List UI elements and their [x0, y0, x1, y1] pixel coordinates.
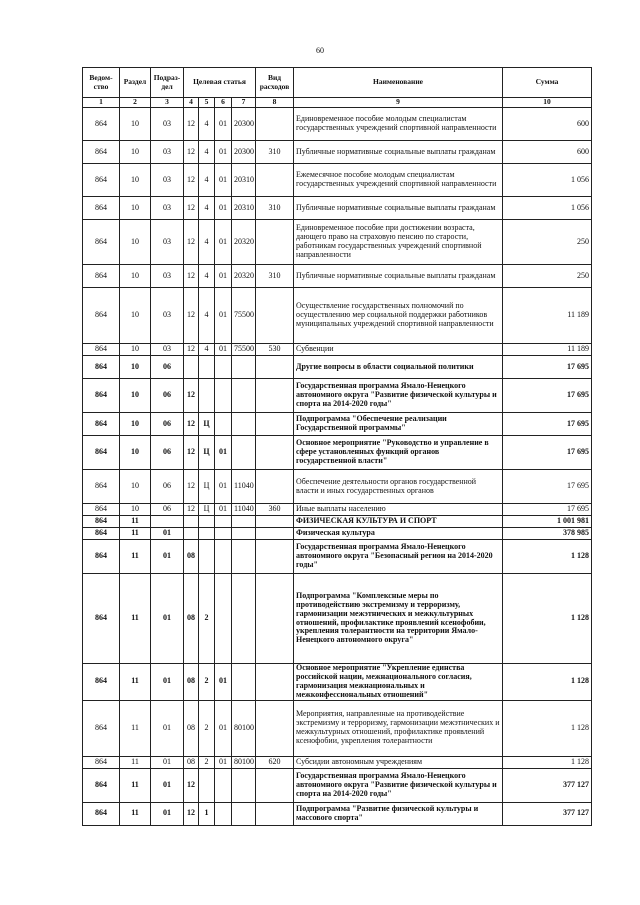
cell-vedomstvo: 864 — [83, 344, 120, 356]
cell-celevaya-3: 01 — [215, 197, 232, 220]
cell-podrazdel: 01 — [151, 802, 184, 825]
cell-celevaya-3: 01 — [215, 288, 232, 344]
budget-table — [82, 67, 592, 826]
cell-celevaya-1: 12 — [184, 504, 199, 516]
table-row — [83, 164, 592, 197]
cell-vedomstvo: 864 — [83, 756, 120, 768]
cell-celevaya-4 — [232, 664, 256, 701]
cell-celevaya-1: 12 — [184, 197, 199, 220]
cell-podrazdel: 06 — [151, 356, 184, 379]
cell-vid — [256, 220, 294, 265]
cell-razdel: 10 — [120, 108, 151, 141]
table-row — [83, 700, 592, 756]
cell-naimenovanie: Государственная программа Ямало-Ненецкого автономного округа "Безопасный регион на 2014-2020 годы" — [294, 540, 503, 574]
cell-celevaya-4 — [232, 540, 256, 574]
cell-celevaya-4: 80100 — [232, 756, 256, 768]
cell-celevaya-4: 11040 — [232, 470, 256, 504]
cell-naimenovanie: Субсидии автономным учреждениям — [294, 756, 503, 768]
cell-vid: 360 — [256, 504, 294, 516]
table-row — [83, 379, 592, 413]
cell-celevaya-3: 01 — [215, 436, 232, 470]
cell-celevaya-4 — [232, 528, 256, 540]
col-num: 4 — [184, 98, 199, 108]
cell-celevaya-2: Ц — [199, 413, 215, 436]
cell-naimenovanie: Физическая культура — [294, 528, 503, 540]
table-row — [83, 265, 592, 288]
table-row — [83, 108, 592, 141]
table-row — [83, 504, 592, 516]
cell-vid: 530 — [256, 344, 294, 356]
cell-razdel: 10 — [120, 436, 151, 470]
cell-celevaya-1: 08 — [184, 664, 199, 701]
cell-vedomstvo: 864 — [83, 574, 120, 664]
cell-vid — [256, 436, 294, 470]
cell-naimenovanie: Другие вопросы в области социальной политики — [294, 356, 503, 379]
cell-razdel: 11 — [120, 802, 151, 825]
cell-razdel: 10 — [120, 197, 151, 220]
cell-celevaya-2: 4 — [199, 197, 215, 220]
col-header-vedomstvo: Ведом-ство — [83, 68, 120, 98]
cell-celevaya-1 — [184, 528, 199, 540]
cell-naimenovanie: Обеспечение деятельности органов государственной власти и иных государственных органов — [294, 470, 503, 504]
cell-naimenovanie: Подпрограмма "Комплексные меры по противодействию экстремизму и терроризму, гармонизации межэтнических и межкультурных отношений, профилактике проявлений ксенофобии, укрепления толерантности на территории Ямало-Ненецкого автономного округа" — [294, 574, 503, 664]
cell-vedomstvo: 864 — [83, 356, 120, 379]
cell-vedomstvo: 864 — [83, 540, 120, 574]
cell-podrazdel: 06 — [151, 470, 184, 504]
cell-razdel: 10 — [120, 356, 151, 379]
cell-podrazdel: 03 — [151, 220, 184, 265]
cell-razdel: 11 — [120, 756, 151, 768]
cell-naimenovanie: Основное мероприятие "Укрепление единства российской нации, межнационального согласия, гармонизация межнациональных и межконфессиональных отношений" — [294, 664, 503, 701]
cell-vid: 310 — [256, 141, 294, 164]
col-num: 2 — [120, 98, 151, 108]
table-row — [83, 664, 592, 701]
cell-naimenovanie: Ежемесячное пособие молодым специалистам государственных учреждений спортивной направленности — [294, 164, 503, 197]
cell-vedomstvo: 864 — [83, 288, 120, 344]
table-row — [83, 528, 592, 540]
cell-vedomstvo: 864 — [83, 516, 120, 528]
cell-vid — [256, 802, 294, 825]
table-row — [83, 540, 592, 574]
cell-razdel: 11 — [120, 516, 151, 528]
cell-celevaya-4 — [232, 574, 256, 664]
cell-summa: 378 985 — [503, 528, 592, 540]
cell-naimenovanie: Единовременное пособие молодым специалистам государственных учреждений спортивной направленности — [294, 108, 503, 141]
cell-celevaya-1: 12 — [184, 768, 199, 802]
cell-celevaya-1: 08 — [184, 700, 199, 756]
cell-celevaya-1: 12 — [184, 413, 199, 436]
cell-podrazdel: 01 — [151, 664, 184, 701]
cell-celevaya-2: 4 — [199, 220, 215, 265]
table-row — [83, 413, 592, 436]
cell-celevaya-4: 20300 — [232, 141, 256, 164]
cell-summa: 1 128 — [503, 664, 592, 701]
cell-celevaya-4: 20320 — [232, 265, 256, 288]
cell-vedomstvo: 864 — [83, 197, 120, 220]
cell-vid — [256, 700, 294, 756]
cell-celevaya-1: 12 — [184, 164, 199, 197]
table-row — [83, 756, 592, 768]
cell-celevaya-2: 4 — [199, 164, 215, 197]
cell-celevaya-1: 12 — [184, 470, 199, 504]
cell-celevaya-2: Ц — [199, 470, 215, 504]
table-row — [83, 141, 592, 164]
cell-razdel: 10 — [120, 265, 151, 288]
cell-celevaya-2: 2 — [199, 756, 215, 768]
cell-naimenovanie: Подпрограмма "Обеспечение реализации Государственной программы" — [294, 413, 503, 436]
cell-podrazdel: 06 — [151, 436, 184, 470]
cell-celevaya-3: 01 — [215, 664, 232, 701]
cell-razdel: 10 — [120, 470, 151, 504]
cell-celevaya-2: Ц — [199, 436, 215, 470]
cell-celevaya-2 — [199, 768, 215, 802]
cell-vedomstvo: 864 — [83, 265, 120, 288]
col-header-razdel: Раздел — [120, 68, 151, 98]
cell-vid — [256, 356, 294, 379]
cell-podrazdel: 03 — [151, 197, 184, 220]
cell-naimenovanie: Публичные нормативные социальные выплаты гражданам — [294, 265, 503, 288]
cell-summa: 17 695 — [503, 356, 592, 379]
cell-celevaya-1: 12 — [184, 220, 199, 265]
cell-razdel: 10 — [120, 220, 151, 265]
table-row — [83, 436, 592, 470]
cell-celevaya-3: 01 — [215, 141, 232, 164]
cell-vid — [256, 413, 294, 436]
col-num: 7 — [232, 98, 256, 108]
table-row — [83, 288, 592, 344]
cell-podrazdel: 03 — [151, 108, 184, 141]
cell-celevaya-2 — [199, 528, 215, 540]
cell-podrazdel: 03 — [151, 141, 184, 164]
cell-summa: 1 128 — [503, 574, 592, 664]
cell-celevaya-3: 01 — [215, 700, 232, 756]
cell-celevaya-4 — [232, 768, 256, 802]
cell-vid — [256, 288, 294, 344]
cell-summa: 17 695 — [503, 470, 592, 504]
cell-podrazdel: 03 — [151, 344, 184, 356]
cell-vedomstvo: 864 — [83, 220, 120, 265]
cell-razdel: 10 — [120, 164, 151, 197]
cell-razdel: 10 — [120, 141, 151, 164]
cell-celevaya-2: 4 — [199, 265, 215, 288]
cell-celevaya-1 — [184, 356, 199, 379]
cell-vid — [256, 664, 294, 701]
cell-razdel: 10 — [120, 288, 151, 344]
cell-naimenovanie: Единовременное пособие при достижении возраста, дающего право на страховую пенсию по старости, работникам государственных учреждений спортивной направленности — [294, 220, 503, 265]
cell-vid — [256, 470, 294, 504]
cell-naimenovanie: Мероприятия, направленные на противодействие экстремизму и терроризму, гармонизации межэтнических и межкультурных отношений, профилактике проявлений ксенофобии, укрепления толерантности — [294, 700, 503, 756]
cell-summa: 250 — [503, 220, 592, 265]
cell-naimenovanie: Иные выплаты населению — [294, 504, 503, 516]
header-row — [83, 68, 592, 98]
cell-summa: 17 695 — [503, 413, 592, 436]
table-row — [83, 802, 592, 825]
cell-celevaya-2: Ц — [199, 504, 215, 516]
cell-razdel: 11 — [120, 700, 151, 756]
cell-celevaya-3 — [215, 413, 232, 436]
cell-celevaya-3: 01 — [215, 470, 232, 504]
table-row — [83, 470, 592, 504]
cell-summa: 600 — [503, 108, 592, 141]
cell-celevaya-4: 20320 — [232, 220, 256, 265]
cell-celevaya-1: 08 — [184, 756, 199, 768]
col-header-naimenovanie: Наименование — [294, 68, 503, 98]
cell-vedomstvo: 864 — [83, 141, 120, 164]
cell-summa: 250 — [503, 265, 592, 288]
cell-summa: 1 128 — [503, 756, 592, 768]
cell-celevaya-3: 01 — [215, 756, 232, 768]
cell-celevaya-2: 1 — [199, 802, 215, 825]
cell-podrazdel — [151, 516, 184, 528]
table-row — [83, 768, 592, 802]
cell-celevaya-2: 4 — [199, 288, 215, 344]
cell-celevaya-4 — [232, 802, 256, 825]
cell-podrazdel: 03 — [151, 164, 184, 197]
cell-podrazdel: 03 — [151, 265, 184, 288]
cell-celevaya-2 — [199, 356, 215, 379]
cell-celevaya-1: 12 — [184, 288, 199, 344]
cell-podrazdel: 01 — [151, 756, 184, 768]
col-num: 6 — [215, 98, 232, 108]
cell-vedomstvo: 864 — [83, 768, 120, 802]
cell-vedomstvo: 864 — [83, 470, 120, 504]
cell-celevaya-3 — [215, 574, 232, 664]
cell-vid — [256, 540, 294, 574]
cell-summa: 1 128 — [503, 700, 592, 756]
cell-celevaya-3: 01 — [215, 108, 232, 141]
table-row — [83, 356, 592, 379]
cell-celevaya-1: 12 — [184, 108, 199, 141]
cell-celevaya-2: 4 — [199, 141, 215, 164]
cell-naimenovanie: Осуществление государственных полномочий по осуществлению мер социальной поддержки работников муниципальных учреждений спортивной направленности — [294, 288, 503, 344]
cell-celevaya-1: 12 — [184, 265, 199, 288]
cell-vedomstvo: 864 — [83, 664, 120, 701]
cell-celevaya-4 — [232, 436, 256, 470]
cell-vid — [256, 574, 294, 664]
cell-celevaya-4: 20300 — [232, 108, 256, 141]
col-num: 8 — [256, 98, 294, 108]
col-header-podrazdel: Подраз-дел — [151, 68, 184, 98]
cell-summa: 600 — [503, 141, 592, 164]
cell-celevaya-1: 12 — [184, 436, 199, 470]
cell-podrazdel: 01 — [151, 574, 184, 664]
cell-celevaya-3: 01 — [215, 504, 232, 516]
cell-vedomstvo: 864 — [83, 413, 120, 436]
cell-celevaya-3: 01 — [215, 220, 232, 265]
cell-celevaya-1: 08 — [184, 574, 199, 664]
cell-celevaya-3 — [215, 540, 232, 574]
col-header-summa: Сумма — [503, 68, 592, 98]
cell-celevaya-3: 01 — [215, 265, 232, 288]
cell-vedomstvo: 864 — [83, 700, 120, 756]
cell-vid — [256, 379, 294, 413]
cell-naimenovanie: Государственная программа Ямало-Ненецкого автономного округа "Развитие физической культуры и спорта на 2014-2020 годы" — [294, 379, 503, 413]
cell-naimenovanie: Подпрограмма "Развитие физической культуры и массового спорта" — [294, 802, 503, 825]
cell-celevaya-2 — [199, 516, 215, 528]
cell-podrazdel: 03 — [151, 288, 184, 344]
cell-celevaya-2 — [199, 379, 215, 413]
cell-vid — [256, 164, 294, 197]
cell-celevaya-1: 12 — [184, 141, 199, 164]
cell-razdel: 11 — [120, 574, 151, 664]
col-header-vid: Вид расходов — [256, 68, 294, 98]
cell-celevaya-2: 2 — [199, 664, 215, 701]
cell-summa: 377 127 — [503, 768, 592, 802]
cell-summa: 1 128 — [503, 540, 592, 574]
cell-vid: 620 — [256, 756, 294, 768]
cell-razdel: 10 — [120, 413, 151, 436]
col-header-celevaya: Целевая статья — [184, 68, 256, 98]
cell-vedomstvo: 864 — [83, 504, 120, 516]
cell-celevaya-4 — [232, 413, 256, 436]
cell-razdel: 10 — [120, 504, 151, 516]
cell-celevaya-4 — [232, 516, 256, 528]
cell-celevaya-3 — [215, 516, 232, 528]
column-number-row — [83, 98, 592, 108]
cell-podrazdel: 01 — [151, 540, 184, 574]
col-num: 3 — [151, 98, 184, 108]
cell-razdel: 11 — [120, 664, 151, 701]
cell-celevaya-3 — [215, 802, 232, 825]
table-row — [83, 574, 592, 664]
cell-vid: 310 — [256, 265, 294, 288]
cell-celevaya-3 — [215, 528, 232, 540]
cell-podrazdel: 06 — [151, 504, 184, 516]
cell-celevaya-3: 01 — [215, 164, 232, 197]
cell-razdel: 10 — [120, 344, 151, 356]
cell-podrazdel: 01 — [151, 528, 184, 540]
cell-celevaya-1: 12 — [184, 802, 199, 825]
cell-summa: 1 056 — [503, 197, 592, 220]
cell-naimenovanie: Государственная программа Ямало-Ненецкого автономного округа "Развитие физической культуры и спорта на 2014-2020 годы" — [294, 768, 503, 802]
cell-vedomstvo: 864 — [83, 436, 120, 470]
cell-podrazdel: 01 — [151, 768, 184, 802]
cell-vedomstvo: 864 — [83, 108, 120, 141]
cell-vid — [256, 768, 294, 802]
cell-razdel: 11 — [120, 768, 151, 802]
cell-celevaya-4: 20310 — [232, 164, 256, 197]
cell-podrazdel: 06 — [151, 379, 184, 413]
cell-celevaya-2: 4 — [199, 108, 215, 141]
cell-summa: 11 189 — [503, 288, 592, 344]
col-num: 5 — [199, 98, 215, 108]
cell-celevaya-4: 75500 — [232, 288, 256, 344]
cell-podrazdel: 06 — [151, 413, 184, 436]
cell-summa: 17 695 — [503, 504, 592, 516]
cell-summa: 377 127 — [503, 802, 592, 825]
cell-celevaya-4 — [232, 379, 256, 413]
cell-celevaya-4: 75500 — [232, 344, 256, 356]
table-row — [83, 197, 592, 220]
col-num: 10 — [503, 98, 592, 108]
cell-celevaya-4: 11040 — [232, 504, 256, 516]
cell-podrazdel: 01 — [151, 700, 184, 756]
table-row — [83, 344, 592, 356]
cell-celevaya-3 — [215, 356, 232, 379]
cell-summa: 17 695 — [503, 436, 592, 470]
cell-naimenovanie: Основное мероприятие "Руководство и управление в сфере установленных функций органов государственной власти" — [294, 436, 503, 470]
cell-vid — [256, 528, 294, 540]
cell-summa: 1 056 — [503, 164, 592, 197]
table-row — [83, 220, 592, 265]
cell-vedomstvo: 864 — [83, 164, 120, 197]
cell-celevaya-1 — [184, 516, 199, 528]
table-row — [83, 516, 592, 528]
cell-celevaya-1: 08 — [184, 540, 199, 574]
cell-celevaya-2: 2 — [199, 700, 215, 756]
cell-celevaya-3: 01 — [215, 344, 232, 356]
cell-vedomstvo: 864 — [83, 802, 120, 825]
cell-celevaya-2: 2 — [199, 574, 215, 664]
cell-celevaya-4: 20310 — [232, 197, 256, 220]
cell-summa: 11 189 — [503, 344, 592, 356]
col-num: 1 — [83, 98, 120, 108]
cell-celevaya-1: 12 — [184, 379, 199, 413]
col-num: 9 — [294, 98, 503, 108]
cell-naimenovanie: Субвенции — [294, 344, 503, 356]
cell-celevaya-4 — [232, 356, 256, 379]
cell-vedomstvo: 864 — [83, 528, 120, 540]
cell-celevaya-3 — [215, 768, 232, 802]
cell-celevaya-3 — [215, 379, 232, 413]
cell-naimenovanie: ФИЗИЧЕСКАЯ КУЛЬТУРА И СПОРТ — [294, 516, 503, 528]
cell-razdel: 11 — [120, 540, 151, 574]
cell-vid — [256, 108, 294, 141]
cell-vid — [256, 516, 294, 528]
cell-celevaya-4: 80100 — [232, 700, 256, 756]
cell-vid: 310 — [256, 197, 294, 220]
cell-summa: 17 695 — [503, 379, 592, 413]
cell-vedomstvo: 864 — [83, 379, 120, 413]
page-number: 60 — [316, 46, 324, 55]
cell-naimenovanie: Публичные нормативные социальные выплаты гражданам — [294, 141, 503, 164]
cell-celevaya-2 — [199, 540, 215, 574]
cell-razdel: 11 — [120, 528, 151, 540]
cell-summa: 1 001 981 — [503, 516, 592, 528]
cell-celevaya-1: 12 — [184, 344, 199, 356]
cell-celevaya-2: 4 — [199, 344, 215, 356]
cell-razdel: 10 — [120, 379, 151, 413]
cell-naimenovanie: Публичные нормативные социальные выплаты гражданам — [294, 197, 503, 220]
